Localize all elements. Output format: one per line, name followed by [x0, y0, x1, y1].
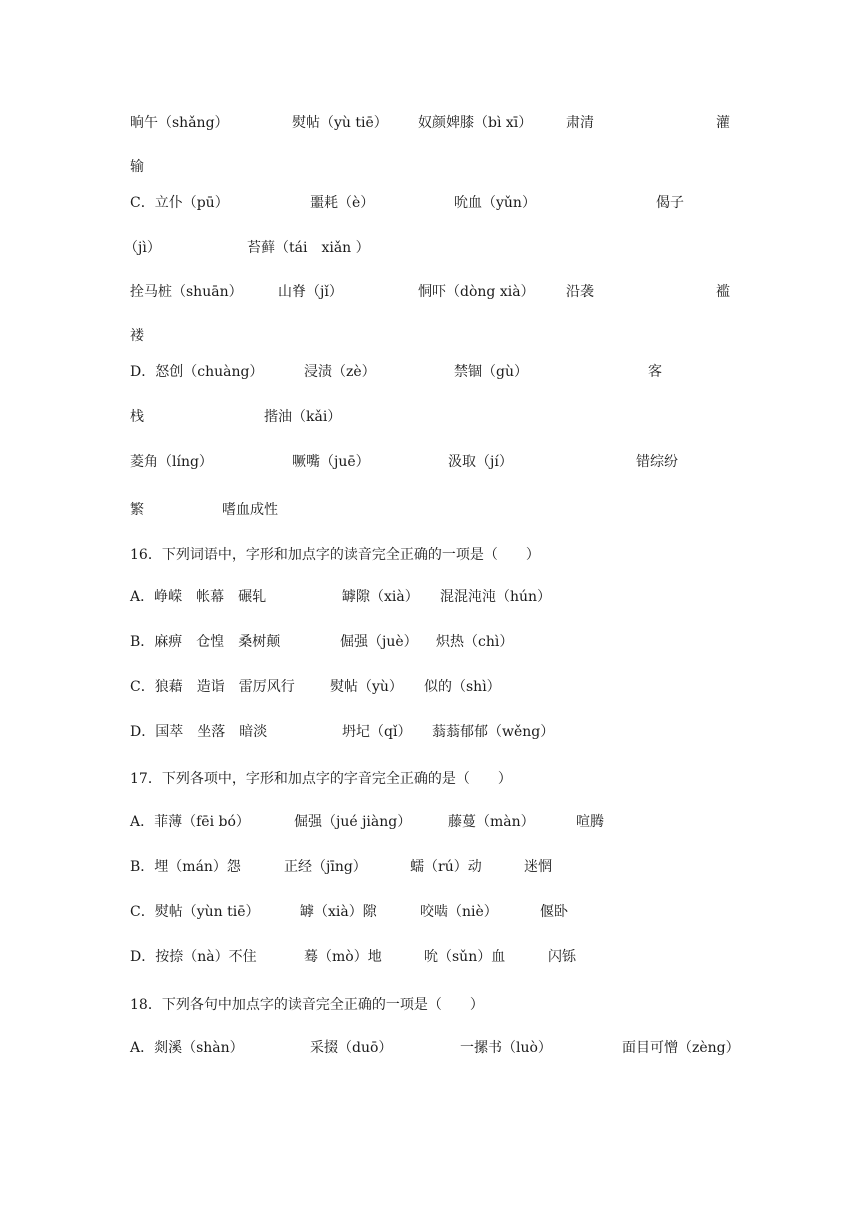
- question-text: 17．下列各项中，字形和加点字的字音完全正确的是（ ）: [130, 771, 512, 787]
- question-text: 16．下列词语中，字形和加点字的读音完全正确的一项是（ ）: [130, 547, 540, 563]
- term: 咬啮（niè）: [420, 904, 498, 920]
- term: 苔藓（tái xiǎn ）: [247, 240, 370, 256]
- option-c: [0, 675, 860, 699]
- term: 菱角（líng）: [130, 454, 213, 470]
- term: 输: [130, 159, 144, 175]
- term: 山脊（jǐ）: [278, 284, 343, 300]
- term: 采掇（duō）: [310, 1040, 393, 1056]
- text-line: [0, 405, 860, 429]
- term: 噩耗（è）: [310, 195, 375, 211]
- option-label-c: C．立仆（pū）: [130, 195, 229, 211]
- text-line: [0, 280, 860, 304]
- option-b: [0, 855, 860, 879]
- term: 错综纷: [636, 454, 678, 470]
- term: 偈子: [656, 195, 684, 211]
- term: 熨帖（yù）: [330, 679, 403, 695]
- text-line: [0, 324, 860, 348]
- term: 浸渍（zè）: [304, 364, 376, 380]
- option-d: [0, 720, 860, 744]
- option-label-d: D．怒创（chuàng）: [130, 364, 264, 380]
- term: 栈: [130, 409, 144, 425]
- option-c: [0, 900, 860, 924]
- option-text: B．麻痹 仓惶 桑树颠: [130, 634, 281, 650]
- option-text: A．菲薄（fēi bó）: [130, 814, 250, 830]
- question-text: 18．下列各句中加点字的读音完全正确的一项是（ ）: [130, 997, 484, 1013]
- term: 罅（xià）隙: [300, 904, 377, 920]
- option-text: D．国萃 坐落 暗淡: [130, 724, 268, 740]
- term: 晌午（shǎng）: [130, 115, 229, 131]
- term: 噘嘴（juē）: [292, 454, 370, 470]
- term: 蓦（mò）地: [304, 949, 382, 965]
- term: 汲取（jí）: [448, 454, 513, 470]
- term: 藤蔓（màn）: [448, 814, 535, 830]
- text-line: [0, 111, 860, 135]
- term: 灌: [716, 115, 730, 131]
- term: 罅隙（xià）: [342, 589, 419, 605]
- option-d: [0, 945, 860, 969]
- question-17-stem: [0, 767, 860, 791]
- text-line: [0, 360, 860, 384]
- term: 似的（shì）: [424, 679, 501, 695]
- option-b: [0, 630, 860, 654]
- term: 禁锢（gù）: [454, 364, 528, 380]
- term: 正经（jīng）: [284, 859, 367, 875]
- term: 吮血（yǔn）: [454, 195, 536, 211]
- option-a: [0, 810, 860, 834]
- term: 闪铄: [548, 949, 576, 965]
- term: 恫吓（dòng xià）: [418, 284, 535, 300]
- option-text: B．埋（mán）怨: [130, 859, 241, 875]
- text-line: [0, 155, 860, 179]
- term: 喧腾: [576, 814, 604, 830]
- option-text: D．按捺（nà）不住: [130, 949, 257, 965]
- term: 面目可憎（zèng）: [622, 1040, 740, 1056]
- question-16-stem: [0, 543, 860, 567]
- term: 倔强（jué jiàng）: [294, 814, 412, 830]
- term: 坍圮（qǐ）: [342, 724, 412, 740]
- term: 奴颜婢膝（bì xī）: [418, 115, 533, 131]
- term: 肃清: [566, 115, 594, 131]
- term: 客: [648, 364, 662, 380]
- term: 熨帖（yù tiē）: [292, 115, 388, 131]
- term: 揩油（kǎi）: [264, 409, 342, 425]
- term: 偃卧: [540, 904, 568, 920]
- term: 倔强（juè）: [340, 634, 418, 650]
- term: 蠕（rú）动: [410, 859, 482, 875]
- term: 嗜血成性: [222, 502, 278, 518]
- term: 蓊蓊郁郁（wěng）: [432, 724, 555, 740]
- text-line: [0, 498, 860, 522]
- term: 吮（sǔn）血: [424, 949, 506, 965]
- option-text: A．剡溪（shàn）: [130, 1040, 244, 1056]
- term: 褛: [130, 328, 144, 344]
- text-line: [0, 450, 860, 474]
- term: 沿袭: [566, 284, 594, 300]
- term: （jì）: [124, 240, 161, 256]
- text-line: [0, 236, 860, 260]
- option-text: C．熨帖（yùn tiē）: [130, 904, 260, 920]
- question-18-stem: [0, 993, 860, 1017]
- option-text: A．峥嵘 帐幕 碾轧: [130, 589, 267, 605]
- text-line: [0, 191, 860, 215]
- term: 一摞书（luò）: [460, 1040, 552, 1056]
- term: 拴马桩（shuān）: [130, 284, 243, 300]
- option-text: C．狼藉 造诣 雷厉风行: [130, 679, 295, 695]
- term: 混混沌沌（hún）: [440, 589, 552, 605]
- option-a: [0, 1036, 860, 1060]
- option-a: [0, 585, 860, 609]
- term: 炽热（chì）: [436, 634, 514, 650]
- term: 褴: [716, 284, 730, 300]
- term: 繁: [130, 502, 144, 518]
- term: 迷惘: [524, 859, 552, 875]
